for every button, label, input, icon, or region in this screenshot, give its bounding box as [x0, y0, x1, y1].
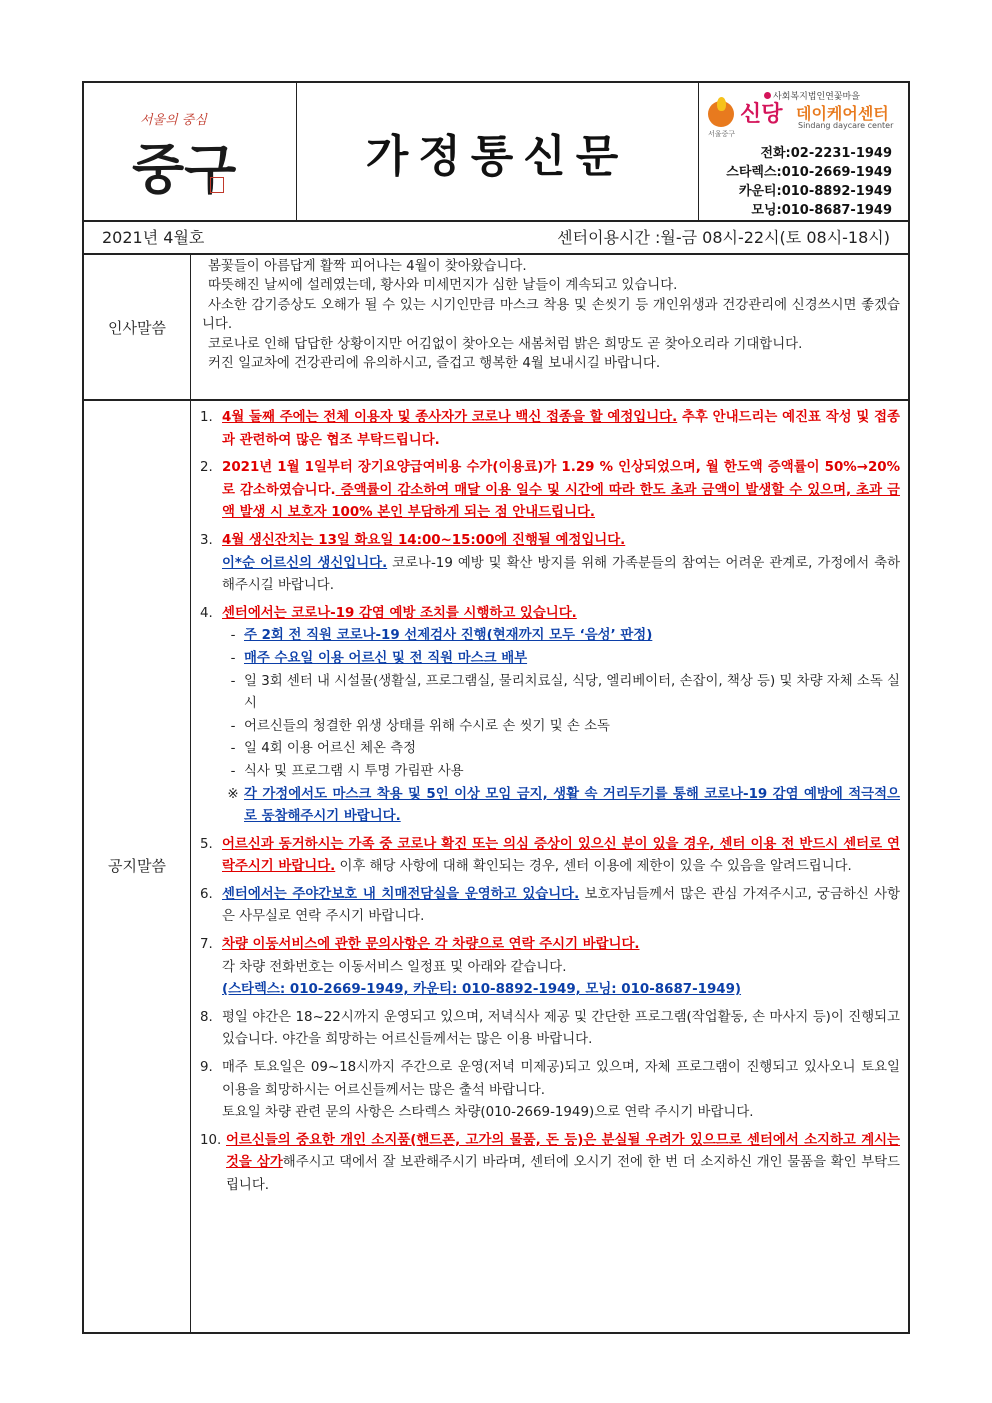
notice-label: 공지말씀	[84, 399, 191, 1332]
greeting-paragraph: 따뜻해진 날씨에 설레였는데, 황사와 미세먼지가 심한 날들이 계속되고 있습니다.	[208, 278, 678, 294]
greeting-section	[84, 255, 908, 401]
greeting-paragraph: 사소한 감기증상도 오해가 될 수 있는 시기인만큼 마스크 착용 및 손씻기 등 개인위생과 건강관리에 신경쓰시면 좋겠습니다.	[202, 297, 900, 333]
greeting-paragraph: 커진 일교차에 건강관리에 유의하시고, 즐겁고 행복한 4월 보내시길 바랍니다.	[208, 356, 661, 372]
logo-main-text: 중구	[132, 137, 237, 201]
header-row	[84, 83, 908, 222]
notice-item-2: 2. 2021년 1월 1일부터 장기요양급여비용 수가(이용료)가 1.29 % 인상되었으며, 월 한도액 증액률이 50%→20%로 감소하였습니다. 증액률이 감소하여 매달 이용 일수 및 시간에 따라 한도 초과 금액이 발생할 수 있으며, 초과 금액 발생 시 보호자 100% 본인 부담하게 되는 점 안내드립니다.	[200, 460, 900, 521]
notice-item-10: 10. 어르신들의 중요한 개인 소지품(핸드폰, 고가의 물품, 돈 등)은 분실될 우려가 있으므로 센터에서 소지하고 계시는 것을 삼가해주시고 댁에서 잘 보관해주시기 바라며, 센터에 오시기 전에 한 번 더 소지하신 개인 물품을 확인 부탁드립니다.	[200, 1132, 900, 1193]
contact-list	[726, 144, 892, 220]
org-tagline: 사회복지법인연꽃마을	[764, 89, 860, 102]
note-item: ※ 각 가정에서도 마스크 착용 및 5인 이상 모임 금지, 생활 속 거리두기를 통해 코로나-19 감염 예방에 적극적으로 동참해주시기 바랍니다.	[227, 786, 900, 825]
list-item: - 일 4회 이용 어르신 체온 측정	[230, 741, 417, 757]
notice-section	[84, 399, 908, 1332]
notice-item-4: 4. 센터에서는 코로나-19 감염 예방 조치를 시행하고 있습니다. - 주 2회 전 직원 코로나-19 선제검사 진행(현재까지 모두 ‘음성’ 판정) - 매주 수요일 이용 어르신 및 전 직원 마스크 배부 - 일 3회 센터 내 시설물(생활실, 프로그램실, 물리치료실, 식당, 엘리베이터, 손잡이, 책상 등) 및 차량 자체 소독 실시 - 어르신들의 청결한 위생 상태를 위해 수시로 손 씻기 및 손 소독 - 일 4회 이용 어르신 체온 측정 - 식사 및 프로그램 시 투명 가림판 사용 ※ 각 가정에서도 마스크 착용 및 5인 이상 모임 금지, 생활 속 거리두기를 통해 코로나-19 감염 예방에 적극적으로 동참해주시기 바랍니다.	[200, 603, 900, 829]
org-district: 서울중구	[708, 130, 736, 138]
org-english-name: Sindang daycare center	[798, 121, 894, 130]
org-logo-icon	[708, 101, 734, 127]
list-item: - 어르신들의 청결한 위생 상태를 위해 수시로 손 씻기 및 손 소독	[230, 718, 610, 734]
org-contact-cell	[698, 83, 908, 220]
greeting-paragraph: 코로나로 인해 답답한 상황이지만 어김없이 찾아오는 새봄처럼 밝은 희망도 곧 찾아오리라 기대합니다.	[208, 336, 803, 352]
greeting-label: 인사말씀	[84, 255, 191, 399]
contact-starex: 스타렉스:010-2669-1949	[726, 165, 892, 180]
center-hours: 센터이용시간 :월-금 08시-22시(토 08시-18시)	[557, 228, 890, 247]
org-name-a: 신당	[740, 102, 783, 127]
notice-item-7: 7. 차량 이동서비스에 관한 문의사항은 각 차량으로 연락 주시기 바랍니다. 각 차량 전화번호는 이동서비스 일정표 및 아래와 같습니다. (스타렉스: 010-2669-1949, 카운티: 010-8892-1949, 모닝: 010-8687-1949)	[200, 937, 742, 998]
notice-body	[190, 399, 908, 1332]
notice-item-1: 1. 4월 둘째 주에는 전체 이용자 및 종사자가 코로나 백신 접종을 할 예정입니다. 추후 안내드리는 예진표 작성 및 접종과 관련하여 많은 협조 부탁드립니다.	[200, 410, 900, 448]
list-item: - 식사 및 프로그램 시 투명 가림판 사용	[230, 763, 464, 779]
seal-icon	[210, 177, 224, 193]
page-title: 가정통신문	[365, 130, 629, 182]
notice-item-5: 5. 어르신과 동거하시는 가족 중 코로나 확진 또는 의심 증상이 있으신 분이 있을 경우, 센터 이용 전 반드시 센터로 연락주시기 바랍니다. 이후 해당 사항에 대해 확인되는 경우, 센터 이용에 제한이 있을 수 있음을 알려드립니다.	[200, 836, 900, 875]
list-item: - 주 2회 전 직원 코로나-19 선제검사 진행(현재까지 모두 ‘음성’ 판정)	[230, 628, 653, 644]
list-item: - 매주 수요일 이용 어르신 및 전 직원 마스크 배부	[230, 650, 528, 666]
greeting-body	[190, 255, 908, 399]
list-item: - 일 3회 센터 내 시설물(생활실, 프로그램실, 물리치료실, 식당, 엘리베이터, 손잡이, 책상 등) 및 차량 자체 소독 실시	[230, 673, 900, 712]
contact-county: 카운티:010-8892-1949	[738, 184, 892, 199]
greeting-paragraph: 봄꽃들이 아름답게 활짝 피어나는 4월이 찾아왔습니다.	[208, 259, 527, 274]
contact-phone: 전화:02-2231-1949	[760, 146, 892, 161]
notice-item-9: 9. 매주 토요일은 09~18시까지 주간으로 운영(저녁 미제공)되고 있으며, 자체 프로그램이 진행되고 있사오니 토요일 이용을 희망하시는 어르신들께서는 많은 출석 바랍니다. 토요일 차량 관련 문의 사항은 스타렉스 차량(010-2669-1949)으로 연락 주시기 바랍니다.	[200, 1060, 900, 1121]
logo-subtitle: 서울의 중심	[140, 113, 207, 128]
notice-item-6: 6. 센터에서는 주야간보호 내 치매전담실을 운영하고 있습니다. 보호자님들께서 많은 관심 가져주시고, 궁금하신 사항은 사무실로 연락 주시기 바랍니다.	[200, 886, 901, 925]
org-name-b: 데이케어센터	[796, 104, 889, 123]
contact-morning: 모닝:010-8687-1949	[751, 203, 892, 218]
notice-item-8: 8. 평일 야간은 18~22시까지 운영되고 있으며, 저녁식사 제공 및 간단한 프로그램(작업활동, 손 마사지 등)이 진행되고 있습니다. 야간을 희망하는 어르신들께서는 많은 이용 바랍니다.	[200, 1009, 900, 1048]
newsletter-page	[82, 81, 910, 1334]
title-cell	[296, 83, 699, 220]
issue-label: 2021년 4월호	[102, 228, 205, 247]
info-row	[84, 220, 908, 255]
notice-item-3: 3. 4월 생신잔치는 13일 화요일 14:00~15:00에 진행될 예정입니다. 이*순 어르신의 생신입니다. 코로나-19 예방 및 확산 방지를 위해 가족분들의 참여는 어려운 관계로, 가정에서 축하해주시길 바랍니다.	[200, 532, 900, 594]
junggu-logo	[84, 83, 297, 220]
